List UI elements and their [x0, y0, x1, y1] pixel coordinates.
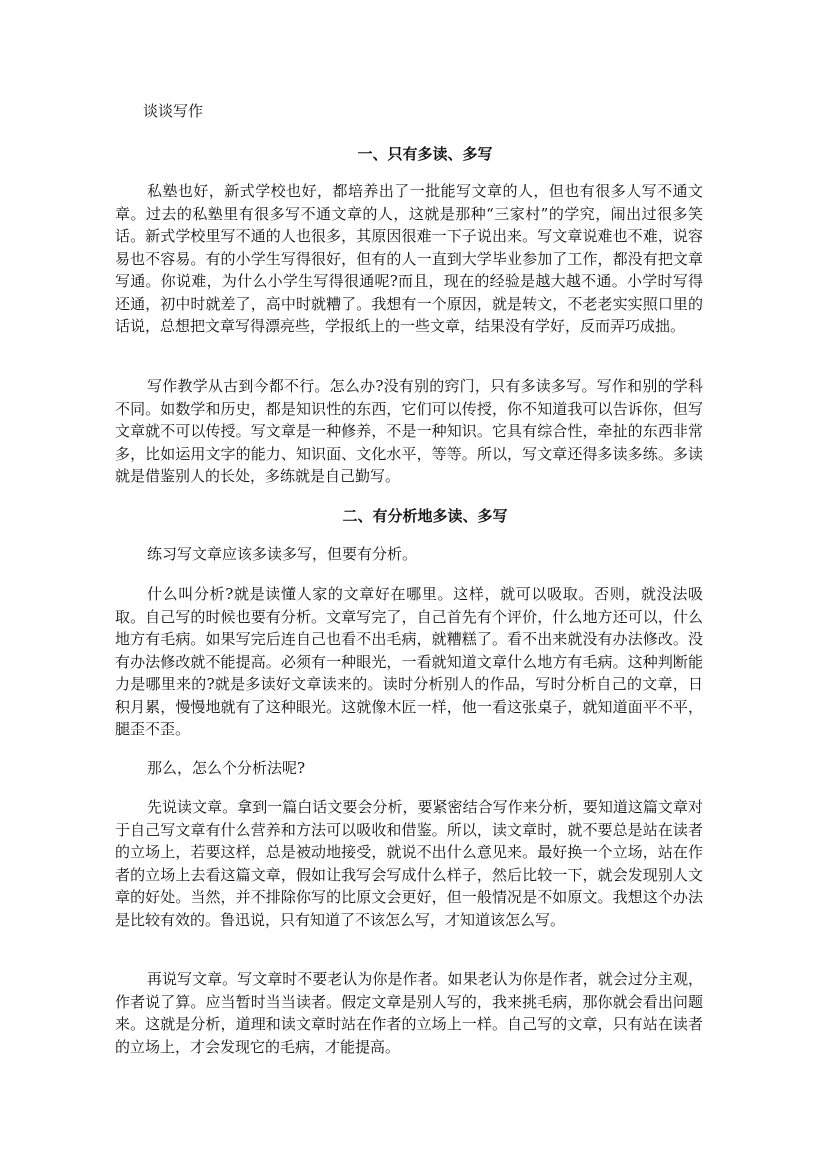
- paragraph-1-2: 写作教学从古到今都不行。怎么办?没有别的窍门，只有多读多写。写作和别的学科不同。如数学和历史，都是知识性的东西，它们可以传授，你不知道我可以告诉你，但写文章就不可以传授。写文章是一种修养，不是一种知识。它具有综合性，牵扯的东西非常多，比如运用文字的能力、知识面、文化水平，等等。所以，写文章还得多读多练。多读就是借鉴别人的长处，多练就是自己勤写。: [115, 377, 703, 485]
- paragraph-2-1: 练习写文章应该多读多写，但要有分析。: [147, 545, 418, 563]
- paragraph-2-3: 那么，怎么个分析法呢?: [147, 759, 306, 777]
- section-heading-1: 一、只有多读、多写: [357, 145, 493, 163]
- paragraph-2-2: 什么叫分析?就是读懂人家的文章好在哪里。这样，就可以吸取。否则，就没法吸取。自己写的时候也要有分析。文章写完了，自己首先有个评价，什么地方还可以，什么地方有毛病。如果写完后连自己也看不出毛病，就糟糕了。看不出来就没有办法修改。没有办法修改就不能提高。必须有一种眼光，一看就知道文章什么地方有毛病。这种判断能力是哪里来的?就是多读好文章读来的。读时分析别人的作品，写时分析自己的文章，日积月累，慢慢地就有了这种眼光。这就像木匠一样，他一看这张桌子，就知道面平不平，腿歪不歪。: [115, 585, 703, 738]
- paragraph-2-4: 先说读文章。拿到一篇白话文要会分析，要紧密结合写作来分析，要知道这篇文章对于自己写文章有什么营养和方法可以吸收和借鉴。所以，读文章时，就不要总是站在读者的立场上，若要这样，总是被动地接受，就说不出什么意见来。最好换一个立场，站在作者的立场上去看这篇文章，假如让我写会写成什么样子，然后比较一下，就会发现别人文章的好处。当然，并不排除你写的比原文会更好，但一般情况是不如原文。我想这个办法是比较有效的。鲁迅说，只有知道了不该怎么写，才知道该怎么写。: [115, 798, 703, 929]
- document-title: 谈谈写作: [143, 102, 204, 120]
- paragraph-2-5: 再说写文章。写文章时不要老认为你是作者。如果老认为你是作者，就会过分主观，作者说了算。应当暂时当当读者。假定文章是别人写的，我来挑毛病，那你就会看出问题来。这就是分析，道理和读文章时站在作者的立场上一样。自己写的文章，只有站在读者的立场上，才会发现它的毛病，才能提高。: [115, 970, 703, 1056]
- section-heading-2: 二、有分析地多读、多写: [342, 507, 508, 525]
- paragraph-1-1: 私塾也好，新式学校也好，都培养出了一批能写文章的人，但也有很多人写不通文章。过去的私塾里有很多写不通文章的人，这就是那种“三家村”的学究，闹出过很多笑话。新式学校里写不通的人也很多，其原因很难一下子说出来。写文章说难也不难，说容易也不容易。有的小学生写得很好，但有的人一直到大学毕业参加了工作，都没有把文章写通。你说难，为什么小学生写得很通呢?而且，现在的经验是越大越不通。小学时写得还通，初中时就差了，高中时就糟了。我想有一个原因，就是转文，不老老实实照口里的话说，总想把文章写得漂亮些，学报纸上的一些文章，结果没有学好，反而弄巧成拙。: [115, 182, 703, 335]
